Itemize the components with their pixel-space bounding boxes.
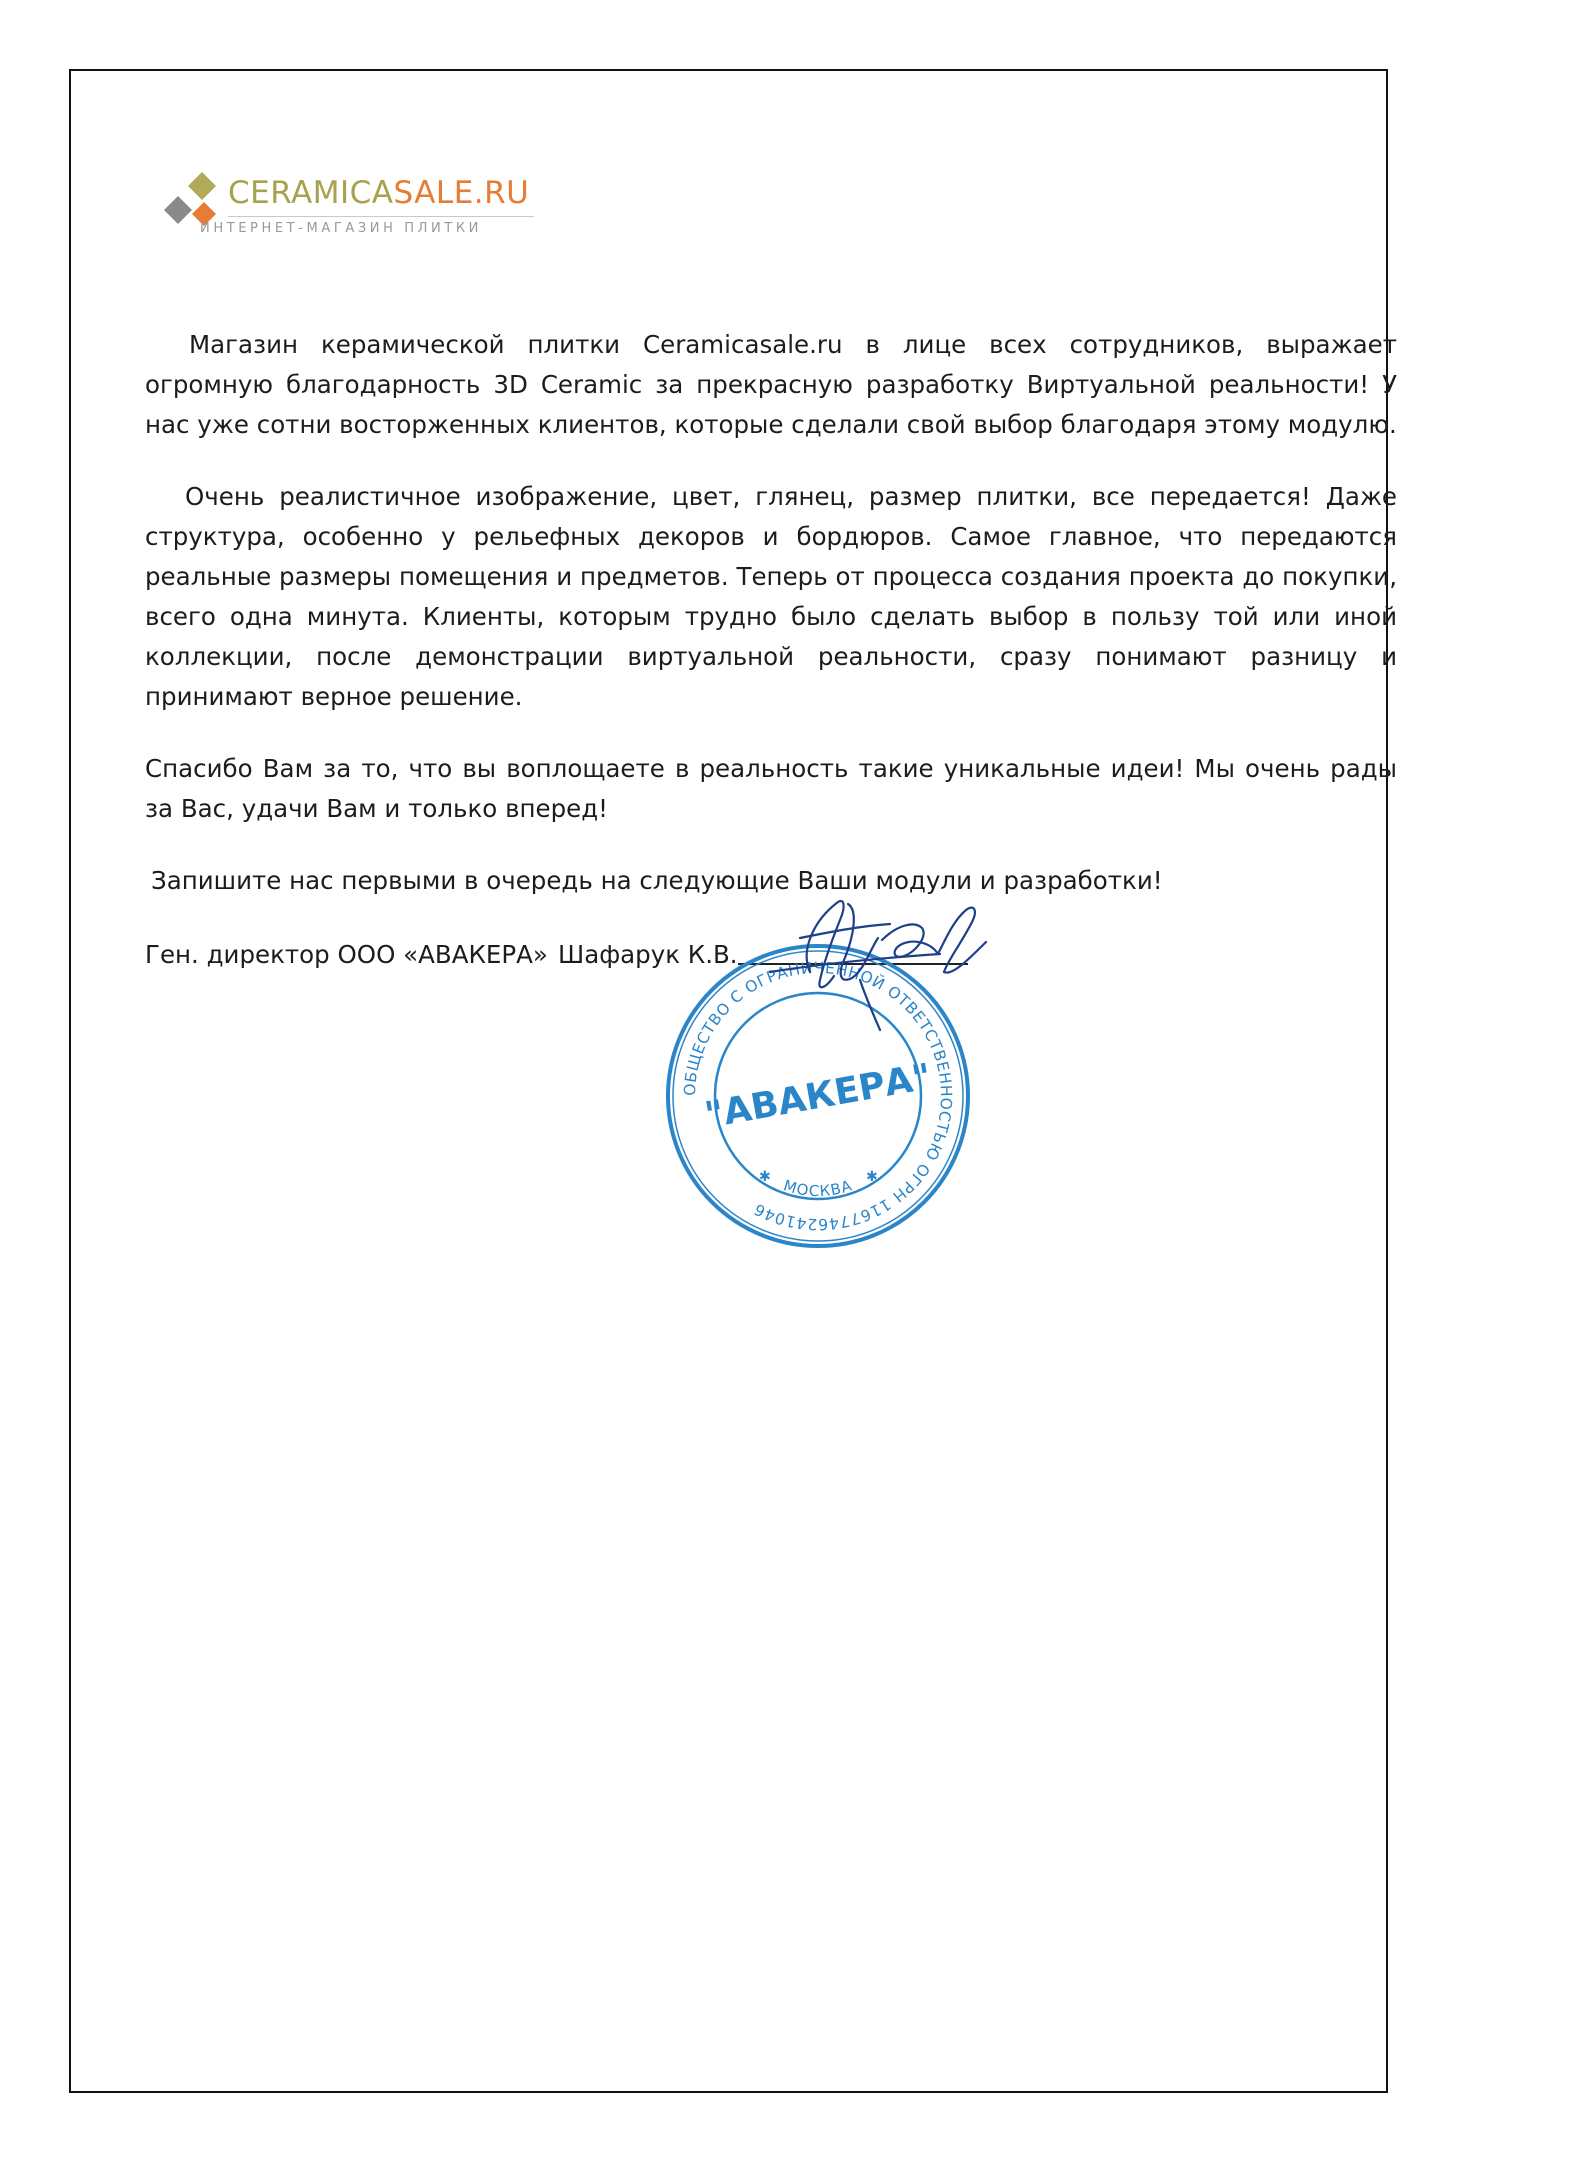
logo-brand-part2: SALE.RU	[393, 175, 530, 211]
paragraph-request: Запишите нас первыми в очередь на следующие Ваши модули и разработки!	[151, 866, 1163, 895]
signatory-title: Ген. директор ООО «АВАКЕРА»	[145, 940, 548, 969]
company-logo	[160, 168, 540, 248]
stamp-ring-text: ОБЩЕСТВО С ОГРАНИЧЕННОЙ ОТВЕТСТВЕННОСТЬЮ ОГРН 1167746241046	[680, 958, 956, 1234]
paragraph-features: Очень реалистичное изображение, цвет, глянец, размер плитки, все передается! Даже структура, особенно у рельефных декоров и бордюров. Самое главное, что передаются реальные размеры помещения и предметов. Теперь от процесса создания проекта до покупки, всего одна минута. Клиенты, которым трудно было сделать выбор в пользу той или иной коллекции, после демонстрации виртуальной реальности, сразу понимают разницу и принимают верное решение.	[145, 482, 1397, 711]
stamp-star-right-icon: ✱	[866, 1169, 878, 1185]
stamp-city-text: МОСКВА	[781, 1176, 855, 1201]
logo-brand-name	[228, 175, 530, 211]
paragraph-gratitude: Спасибо Вам за то, что вы воплощаете в реальность такие уникальные идеи! Мы очень рады за Вас, удачи Вам и только вперед!	[145, 754, 1397, 823]
handwritten-signature	[740, 880, 1000, 1050]
letter-body	[145, 325, 1397, 901]
logo-brand-part1: CERAMICA	[228, 175, 394, 211]
logo-divider	[228, 216, 534, 217]
stamp-center-text: "АВАКЕРА"	[701, 1056, 935, 1137]
logo-tagline: ИНТЕРНЕТ-МАГАЗИН ПЛИТКИ	[200, 221, 482, 236]
paragraph-thanks: Магазин керамической плитки Ceramicasale.ru в лице всех сотрудников, выражает огромную благодарность 3D Ceramic за прекрасную разработку Виртуальной реальности! У нас уже сотни восторженных клиентов, которые сделали свой выбор благодаря этому модулю.	[145, 330, 1397, 439]
signatory-name: Шафарук К.В.	[558, 940, 738, 969]
stamp-star-left-icon: ✱	[759, 1169, 771, 1185]
